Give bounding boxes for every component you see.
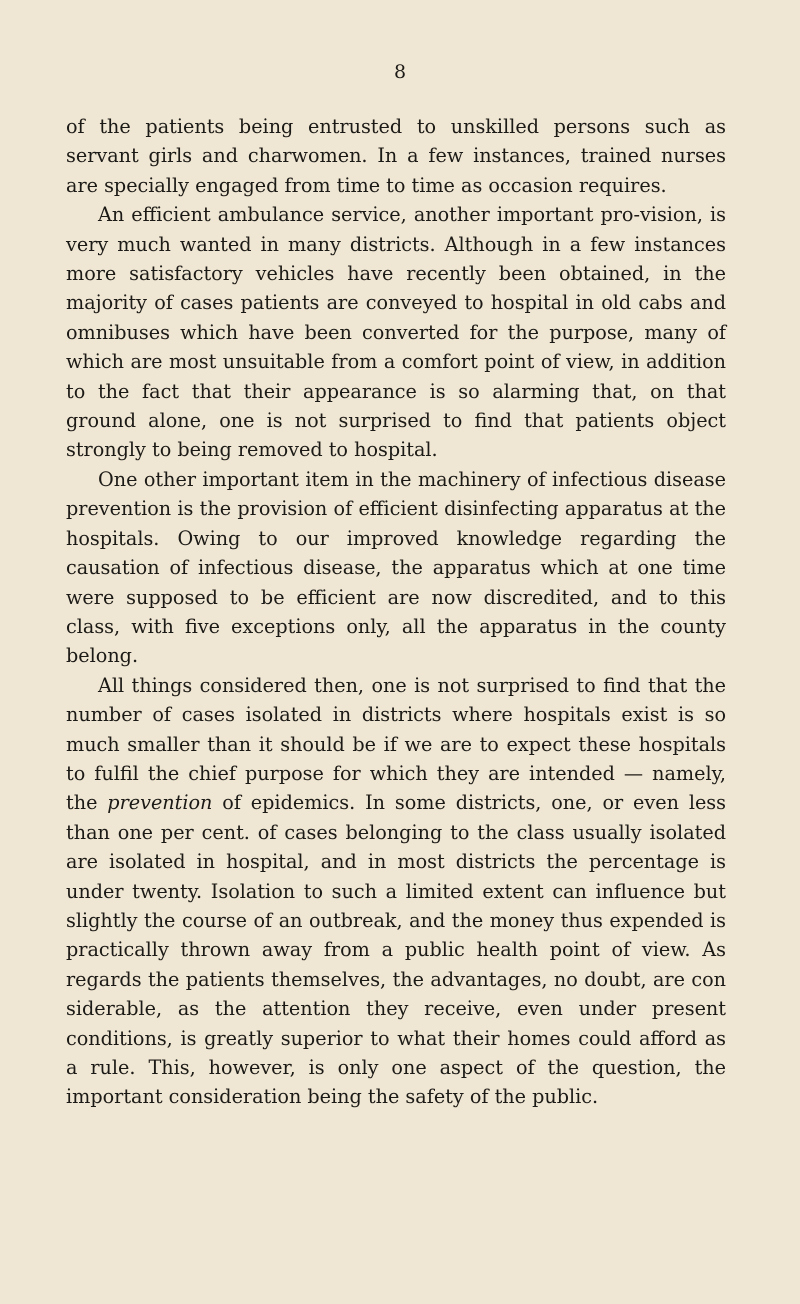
emphasis-prevention: prevention bbox=[107, 791, 213, 815]
page-number: 8 bbox=[393, 61, 407, 83]
paragraph-nursing: of the patients being entrusted to unskilled persons such as servant girls and charwomen. In a few instances, trained nurses are specially engaged from time to time as occasion requires. bbox=[66, 115, 726, 197]
paragraph-isolation bbox=[66, 671, 726, 1112]
paragraph-disinfecting: One other important item in the machinery of infectious disease prevention is the provision of efficient disinfecting apparatus at the hospitals. Owing to our improved knowledge regarding the causation of infectious disease, the apparatus which at one time were supposed to be efficient are now discredited, and to this class, with five exceptions only, all the apparatus in the county belong. bbox=[66, 467, 726, 668]
paragraph-isolation-part-2: of epidemics. In some districts, one, or even less than one per cent. of cases belonging to the class usually isolated are isolated in hospital, and in most districts the percentage is under twenty. Isolation to such a limited extent can influence but slightly the course of an outbreak, and the money thus expended is practically thrown away from a public health point of view. As regards the patients themselves, the advantages, no doubt, are con siderable, as the attention they receive, even under present conditions, is greatly superior to what their homes could afford as a rule. This, however, is only one aspect of the question, the important consideration being the safety of the public. bbox=[66, 791, 727, 1109]
paragraph-ambulance: An efficient ambulance service, another important pro-vision, is very much wanted in many districts. Although in a few instances more satisfactory vehicles have recently been obtained, in the majority of cases patients are conveyed to hospital in old cabs and omnibuses which have been converted for the purpose, many of which are most unsuitable from a comfort point of view, in addition to the fact that their appearance is so alarming that, on that ground alone, one is not surprised to find that patients object strongly to being removed to hospital. bbox=[66, 203, 726, 462]
paragraph-isolation-part-1: All things considered then, one is not surprised to find that the number of cases isolated in districts where hospitals exist is so much smaller than it should be if we are to expect these hospitals to fulfil the chief purpose for which they are intended — namely, the bbox=[66, 673, 726, 815]
body-text bbox=[66, 112, 726, 1112]
